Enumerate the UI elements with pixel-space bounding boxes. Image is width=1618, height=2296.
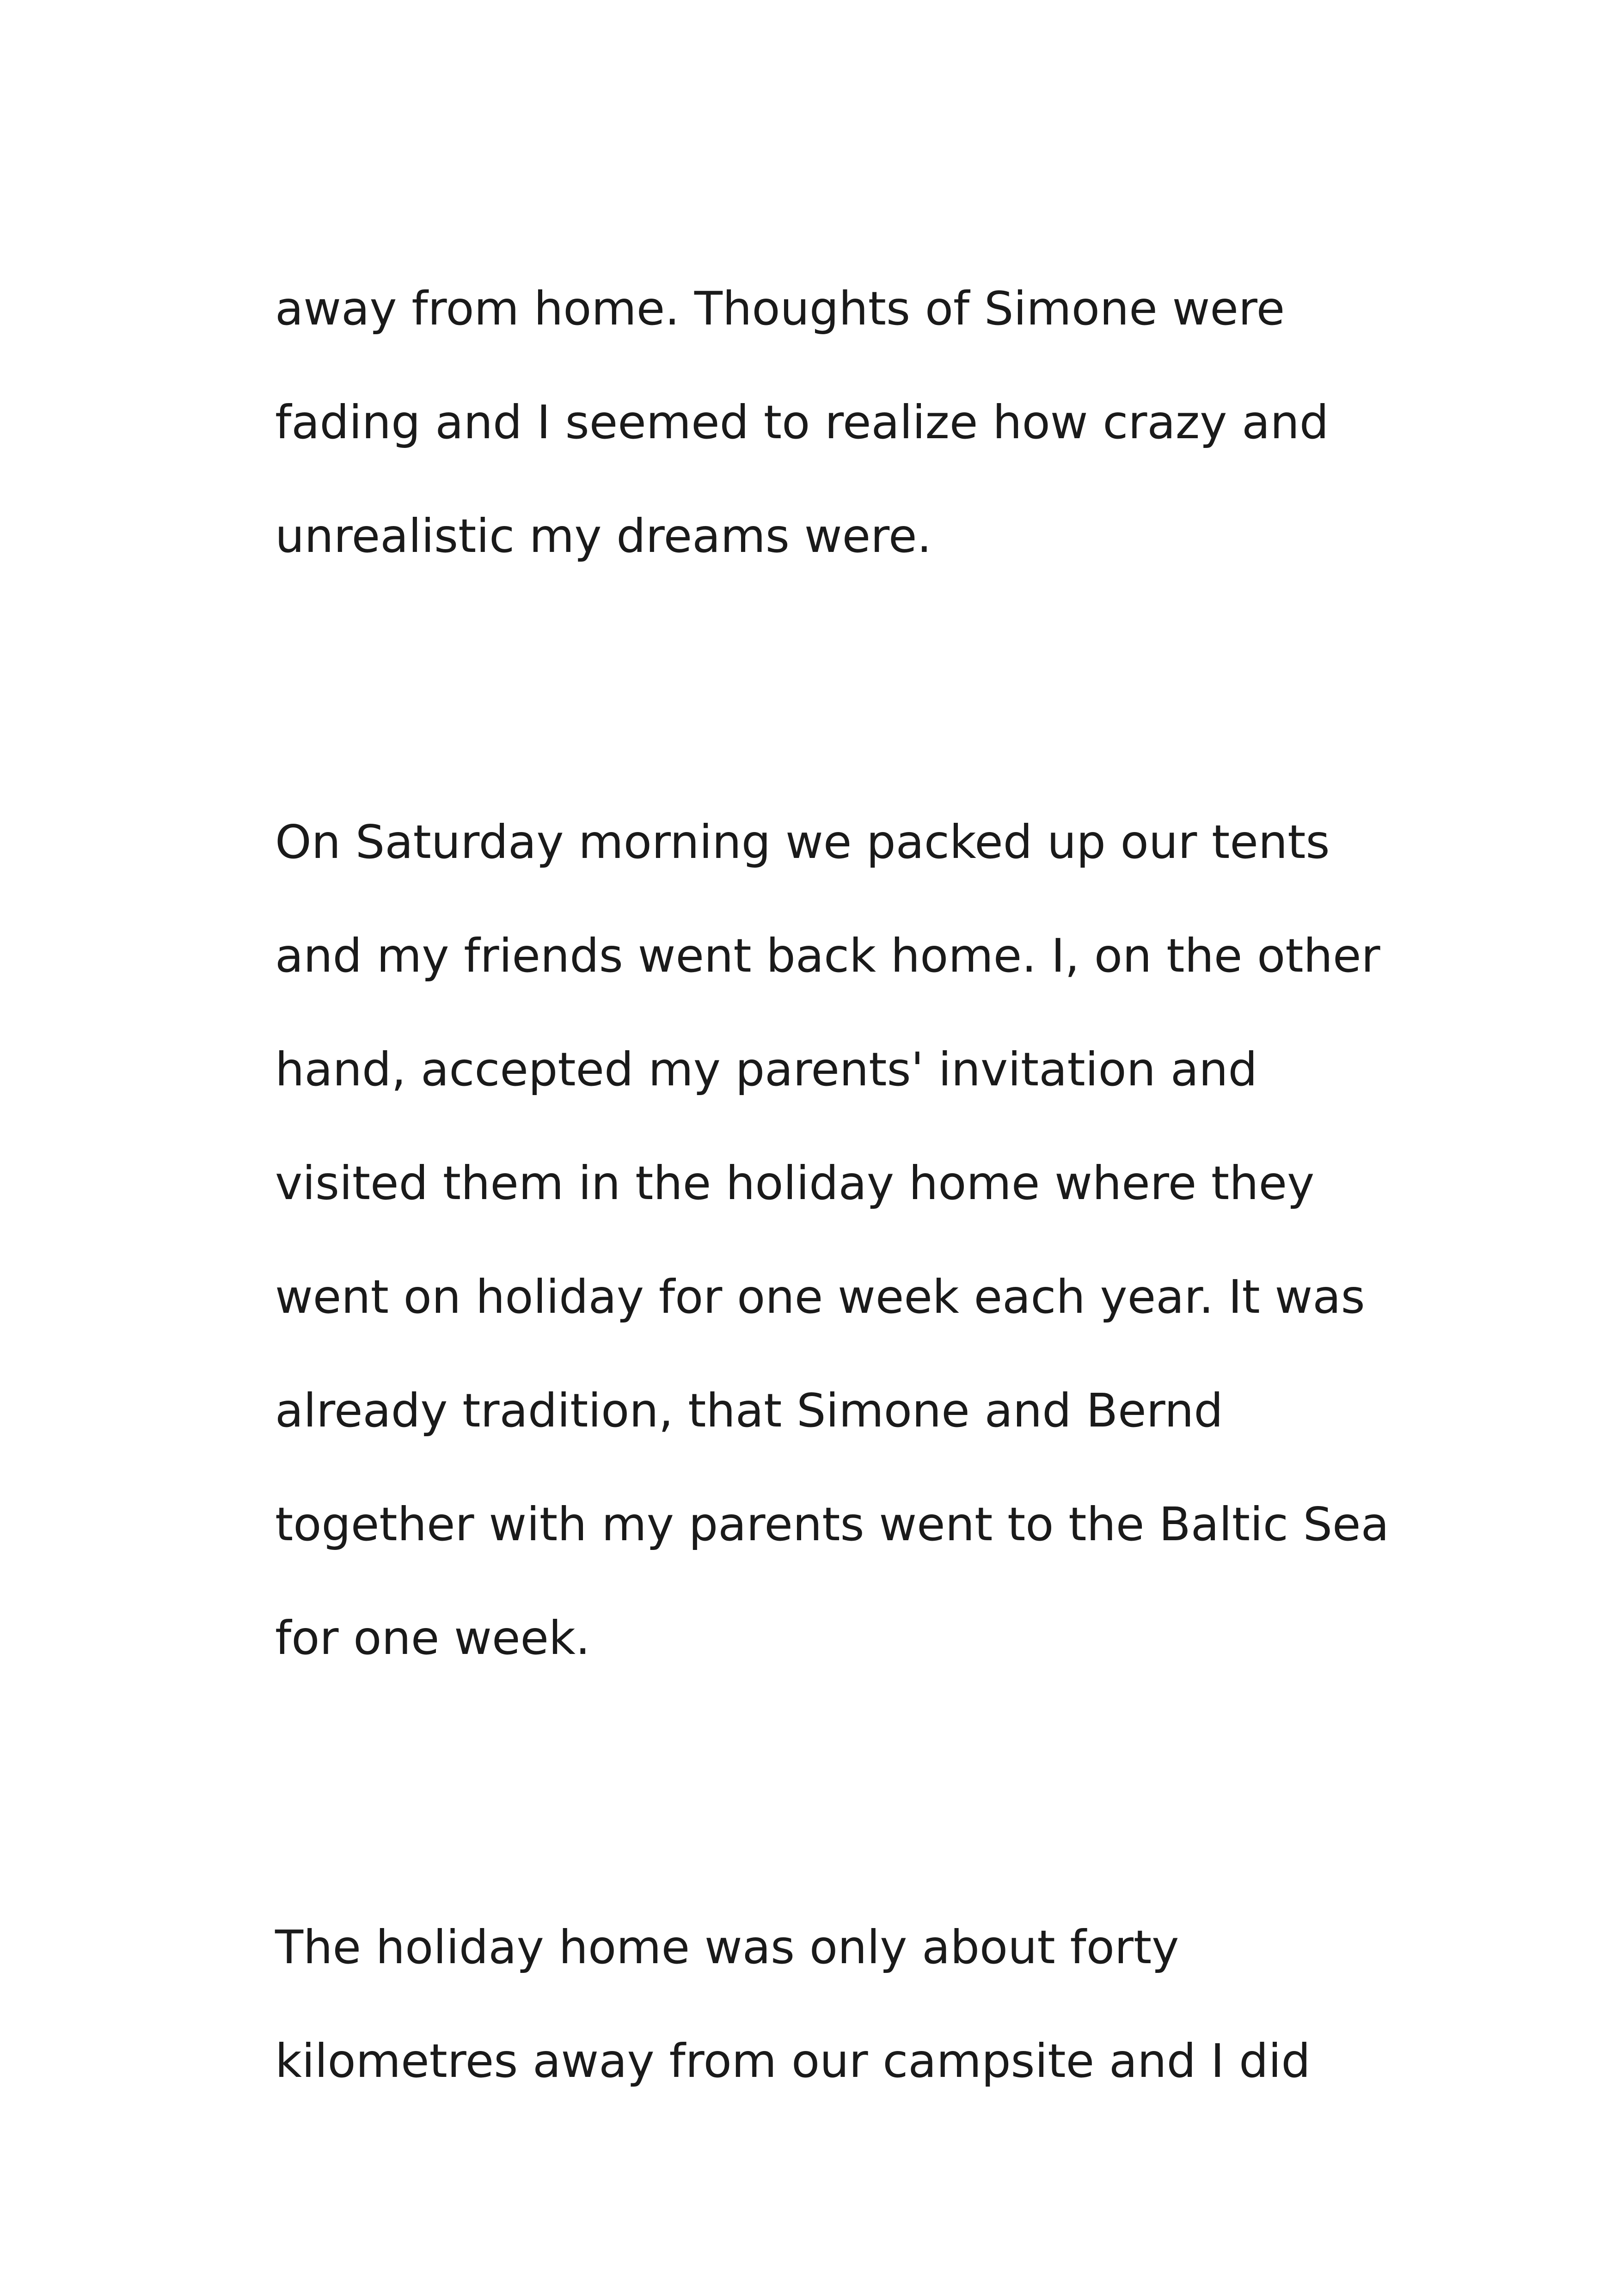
text-line: for one week.: [275, 1611, 590, 1665]
text-line: unrealistic my dreams were.: [275, 509, 932, 563]
text-line: On Saturday morning we packed up our tents: [275, 815, 1330, 869]
text-line: away from home. Thoughts of Simone were: [275, 282, 1285, 336]
paragraph-3: [275, 1891, 1385, 2118]
text-line: already tradition, that Simone and Bernd: [275, 1384, 1223, 1438]
text-line: visited them in the holiday home where they: [275, 1156, 1315, 1210]
text-line: together with my parents went to the Baltic Sea: [275, 1497, 1389, 1551]
text-line: hand, accepted my parents' invitation and: [275, 1042, 1257, 1096]
paragraph-2: [275, 785, 1389, 1695]
paragraph-1: [275, 252, 1385, 593]
text-line: went on holiday for one week each year. It was: [275, 1270, 1365, 1324]
text-line: and my friends went back home. I, on the other: [275, 929, 1380, 983]
text-line: fading and I seemed to realize how crazy and: [275, 395, 1329, 449]
text-line: kilometres away from our campsite and I did: [275, 2034, 1311, 2088]
text-line: The holiday home was only about forty: [275, 1920, 1179, 1974]
